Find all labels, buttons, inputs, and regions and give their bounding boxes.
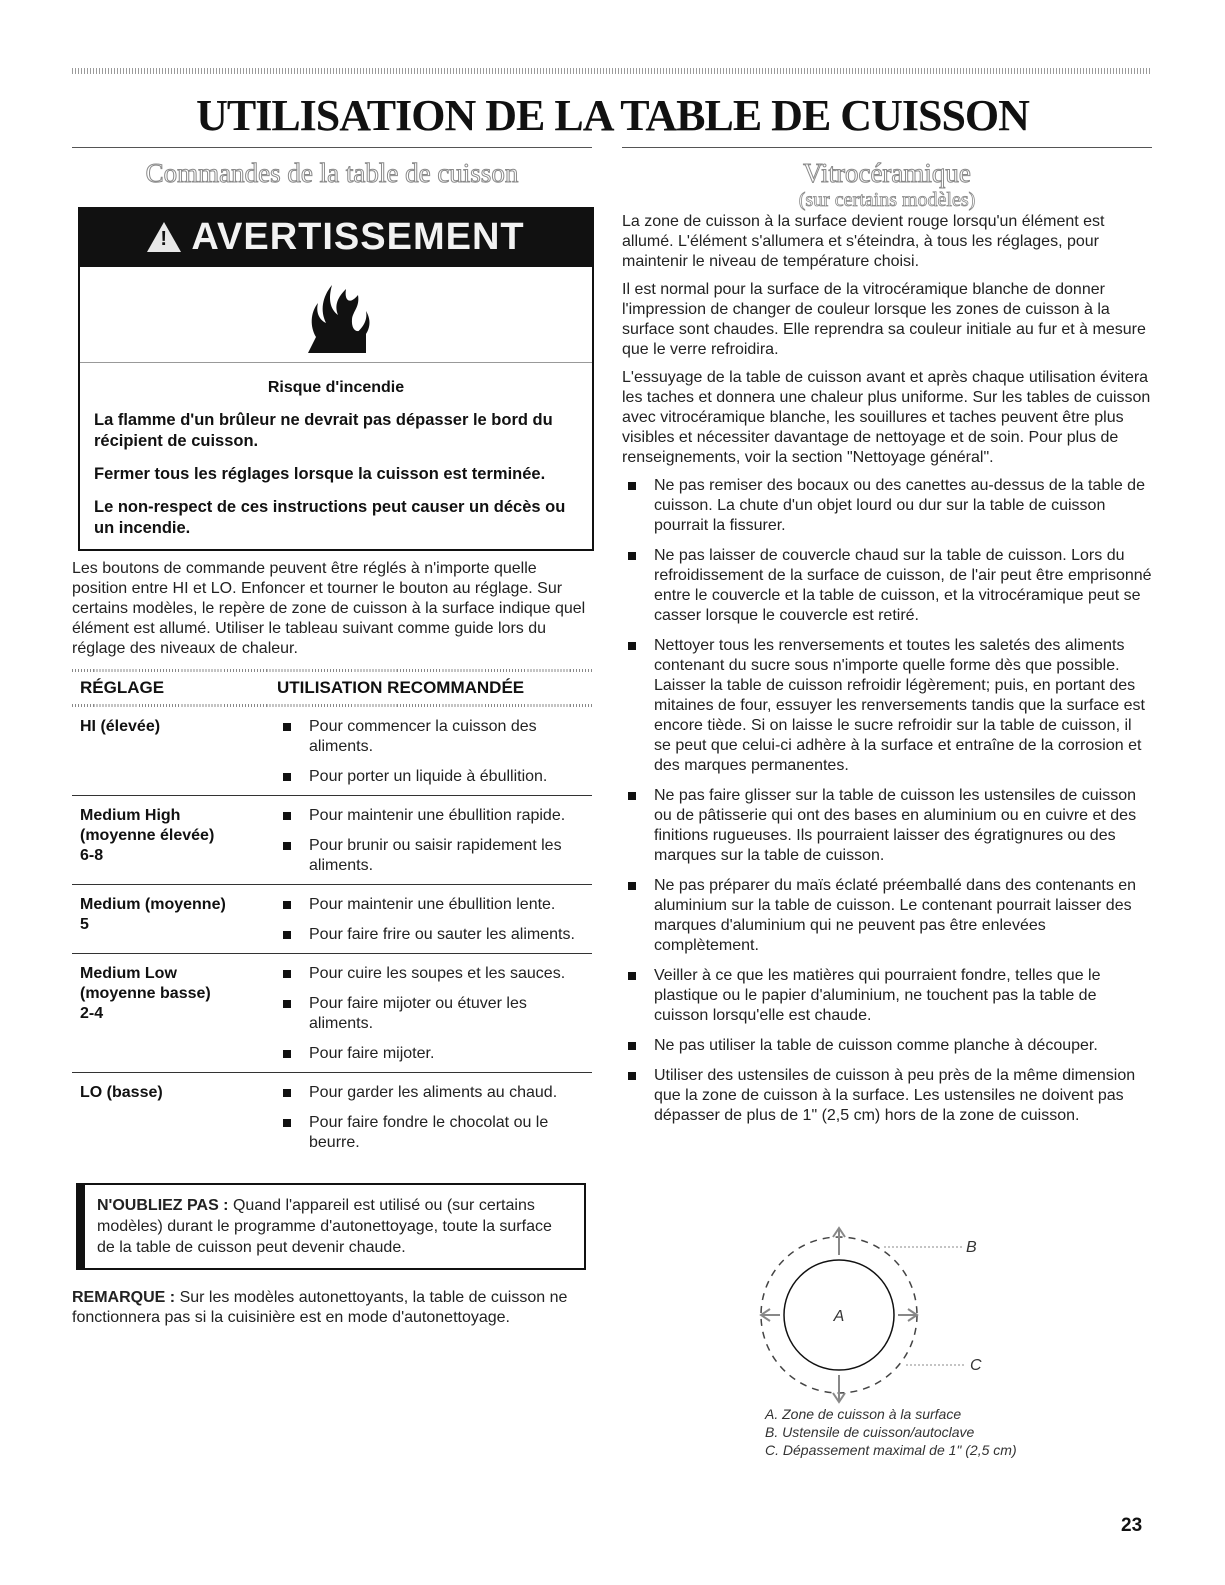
usage-item [277, 836, 592, 876]
paragraph: Il est normal pour la surface de la vitrocéramique blanche de donner l'impression de changer de couleur lorsque les zones de cuisson à la surface sont chaudes. Elle reprendra sa couleur initiale au fur et à mesure que le verre refroidira. [622, 281, 1146, 358]
bullet-square-icon [283, 931, 291, 939]
bullet-square-icon [628, 792, 636, 800]
left-column [72, 147, 592, 1328]
caution-text: Ne pas laisser de couvercle chaud sur la table de cuisson. Lors du refroidissement de la surface de cuisson, de l'air peut être emprisonné entre le couvercle et la table de cuisson, et la vitrocéramique peut se casser lorsque le couvercle est retiré. [654, 547, 1152, 624]
usage-item [277, 767, 592, 787]
usage-item [277, 1083, 592, 1103]
paragraph: La zone de cuisson à la surface devient rouge lorsqu'un élément est allumé. L'élément s'allumera et s'éteindra, à tous les réglages, pour maintenir le niveau de température choisi. [622, 213, 1105, 270]
usage-list [277, 895, 592, 945]
usage-item [277, 994, 592, 1034]
reminder-text: Quand l'appareil est utilisé ou (sur certains modèles) durant le programme d'autonettoyage, toute la surface de la table de cuisson peut devenir chaude. [97, 1197, 552, 1256]
usage-list [277, 1083, 592, 1153]
bullet-square-icon [283, 1050, 291, 1058]
caption: A. Zone de cuisson à la surface [765, 1406, 962, 1422]
caution-text: Ne pas faire glisser sur la table de cuisson les ustensiles de cuisson ou de pâtisserie qui ont des bases en aluminium ou en cuivre et des finitions rugueuses. Ils pourraient laisser des égratignures ou des marques sur la table de cuisson. [654, 787, 1137, 864]
usage-item [277, 925, 592, 945]
setting-cell: HI (élevée) [80, 718, 161, 735]
diagram-label-c: C [970, 1357, 982, 1374]
section-rule [622, 147, 1152, 148]
usage-text: Pour garder les aliments au chaud. [309, 1084, 558, 1101]
warning-header [80, 209, 592, 267]
caution-text: Ne pas préparer du maïs éclaté préemballé dans des contenants en aluminium sur la table de cuisson. Le contenant pourrait laisser des marques d'aluminium qui ne peuvent pas être enlevées complètement. [654, 877, 1137, 954]
caution-item [622, 476, 1152, 536]
bullet-square-icon [628, 972, 636, 980]
setting-cell: Medium (moyenne) 5 [80, 896, 226, 933]
usage-text: Pour commencer la cuisson des aliments. [309, 718, 537, 755]
usage-text: Pour cuire les soupes et les sauces. [309, 965, 566, 982]
section-title-controls: Commandes de la table de cuisson [145, 158, 519, 188]
table-row [72, 707, 592, 796]
bullet-square-icon [628, 552, 636, 560]
table-header [72, 669, 592, 707]
caution-text: Utiliser des ustensiles de cuisson à peu près de la même dimension que la zone de cuisson à la surface. Les ustensiles ne doivent pas dépasser de plus de 1" (2,5 cm) hors de la zone de cuisson. [654, 1067, 1136, 1124]
table-row [72, 796, 592, 885]
caution-list [622, 476, 1152, 1126]
bullet-square-icon [283, 901, 291, 909]
table-row [72, 885, 592, 954]
page-title: UTILISATION DE LA TABLE DE CUISSON [196, 91, 1029, 140]
arrow-right-icon [898, 1309, 917, 1321]
controls-intro: Les boutons de commande peuvent être réglés à n'importe quelle position entre HI et LO. Enfoncer et tourner le bouton au réglage. Sur certains modèles, le repère de zone de cuisson à la surface indique quel élément est allumé. Utiliser le tableau suivant comme guide lors du réglage des niveaux de chaleur. [72, 560, 586, 657]
header-usage: UTILISATION RECOMMANDÉE [277, 678, 525, 697]
right-column [622, 147, 1152, 1136]
settings-table [72, 669, 592, 1161]
note-text: Sur les modèles autonettoyants, la table de cuisson ne fonctionnera pas si la cuisinière est en mode d'autonettoyage. [72, 1289, 568, 1326]
arrow-left-icon [761, 1309, 780, 1321]
reminder-lead: N'OUBLIEZ PAS : [97, 1197, 229, 1214]
setting-cell: Medium High (moyenne élevée) 6-8 [80, 807, 215, 864]
bullet-square-icon [283, 812, 291, 820]
setting-cell: Medium Low (moyenne basse) 2-4 [80, 965, 211, 1022]
caution-item [622, 546, 1152, 626]
caption: C. Dépassement maximal de 1" (2,5 cm) [765, 1442, 1017, 1458]
warning-line: La flamme d'un brûleur ne devrait pas dépasser le bord du récipient de cuisson. [94, 411, 553, 450]
caution-text: Veiller à ce que les matières qui pourraient fondre, telles que le plastique ou le papier d'aluminium, ne touchent pas la table de cuisson lorsqu'elle est chaude. [654, 967, 1101, 1024]
paragraph: L'essuyage de la table de cuisson avant et après chaque utilisation évitera les taches et donnera une chaleur plus uniforme. Sur les tables de cuisson avec vitrocéramique blanche, les souillures et taches peuvent être plus visibles et nécessiter davantage de nettoyage et de soin. Pour plus de renseignements, voir la section "Nettoyage général". [622, 369, 1151, 466]
bullet-square-icon [628, 882, 636, 890]
warning-label: AVERTISSEMENT [191, 215, 525, 258]
table-row [72, 954, 592, 1073]
usage-text: Pour maintenir une ébullition lente. [309, 896, 556, 913]
usage-list [277, 717, 592, 787]
caution-item [622, 966, 1152, 1026]
usage-item [277, 717, 592, 757]
diagram-captions [765, 1405, 1017, 1459]
bullet-square-icon [283, 1000, 291, 1008]
warning-line: Le non-respect de ces instructions peut causer un décès ou un incendie. [94, 498, 566, 537]
diagram-label-b: B [966, 1239, 977, 1256]
caution-item [622, 636, 1152, 776]
arrow-bottom-icon [833, 1375, 845, 1402]
bullet-square-icon [283, 970, 291, 978]
table-row [72, 1073, 592, 1161]
bullet-square-icon [283, 1089, 291, 1097]
section-title-ceramic: Vitrocéramique [803, 158, 971, 188]
usage-item [277, 964, 592, 984]
diagram-label-a: A [833, 1308, 845, 1325]
caution-item [622, 876, 1152, 956]
warning-icon-area [80, 267, 592, 363]
usage-item [277, 895, 592, 915]
caution-text: Ne pas utiliser la table de cuisson comme planche à découper. [654, 1037, 1098, 1054]
bullet-square-icon [628, 642, 636, 650]
usage-text: Pour faire fondre le chocolat ou le beurre. [309, 1114, 549, 1151]
header-setting: RÉGLAGE [80, 678, 165, 697]
caution-item [622, 1036, 1152, 1056]
usage-item [277, 1044, 592, 1064]
arrow-top-icon [833, 1228, 845, 1255]
caution-item [622, 786, 1152, 866]
usage-item [277, 1113, 592, 1153]
usage-item [277, 806, 592, 826]
caution-text: Nettoyer tous les renversements et toutes les saletés des aliments contenant du sucre sous n'importe quelle forme dès que possible. Laisser la table de cuisson refroidir légèrement; puis, en portant des mitaines de four, essuyer les renversements tandis que la surface est encore tiède. Si on laisse le sucre refroidir sur la table de cuisson, il se peut que celui-ci adhère à la surface et entraîne de la corrosion et des marques permanentes. [654, 637, 1145, 774]
top-rule [72, 68, 1152, 74]
bullet-square-icon [283, 842, 291, 850]
warning-box [78, 207, 594, 551]
fire-hazard-icon [296, 275, 376, 355]
bullet-square-icon [283, 723, 291, 731]
bullet-square-icon [628, 1072, 636, 1080]
reminder-box [76, 1183, 586, 1270]
warning-risk: Risque d'incendie [267, 379, 405, 396]
section-subtitle: (sur certains modèles) [798, 189, 976, 211]
usage-text: Pour faire mijoter ou étuver les aliments. [309, 995, 527, 1032]
usage-list [277, 964, 592, 1064]
bullet-square-icon [628, 482, 636, 490]
cookware-size-diagram [744, 1225, 1004, 1405]
caption: B. Ustensile de cuisson/autoclave [765, 1424, 975, 1440]
usage-text: Pour brunir ou saisir rapidement les aliments. [309, 837, 562, 874]
bullet-square-icon [628, 1042, 636, 1050]
bullet-square-icon [283, 1119, 291, 1127]
usage-text: Pour faire mijoter. [309, 1045, 435, 1062]
bullet-square-icon [283, 773, 291, 781]
usage-text: Pour maintenir une ébullition rapide. [309, 807, 566, 824]
usage-list [277, 806, 592, 876]
usage-text: Pour porter un liquide à ébullition. [309, 768, 548, 785]
usage-text: Pour faire frire ou sauter les aliments. [309, 926, 575, 943]
setting-cell: LO (basse) [80, 1084, 163, 1101]
note [72, 1288, 592, 1328]
note-lead: REMARQUE : [72, 1289, 176, 1306]
page-number: 23 [1121, 1515, 1143, 1536]
caution-text: Ne pas remiser des bocaux ou des canettes au-dessus de la table de cuisson. La chute d'un objet lourd ou dur sur la table de cuisson pourrait la fissurer. [654, 477, 1145, 534]
section-rule [72, 147, 592, 148]
warning-triangle-icon: ! [147, 222, 181, 252]
caution-item [622, 1066, 1152, 1126]
warning-line: Fermer tous les réglages lorsque la cuisson est terminée. [94, 465, 546, 483]
